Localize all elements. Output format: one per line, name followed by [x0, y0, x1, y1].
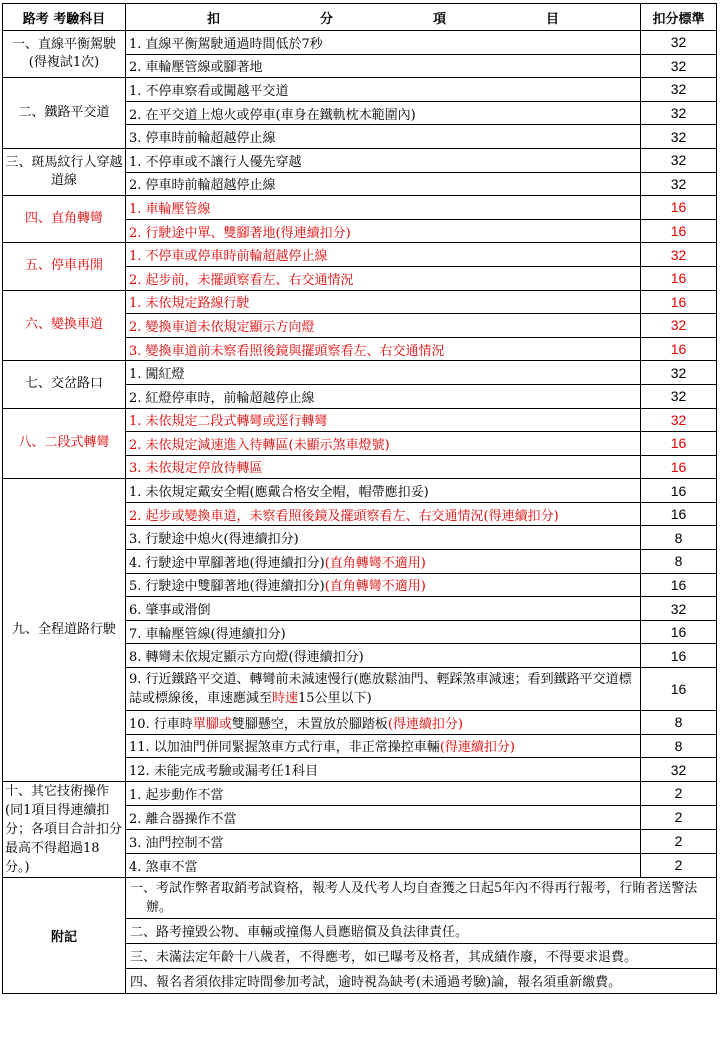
item-text: 1. 闖紅燈: [126, 361, 641, 385]
note-item: 一、考試作弊者取銷考試資格，報考人及代考人均自查獲之日起5年內不得再行報考，行賄者送警法辦。: [126, 877, 717, 918]
section-name: 十、其它技術操作(同1項目得連續扣分；各項目合計扣分最高不得超過18分。): [3, 781, 126, 877]
item-score: 2: [641, 781, 717, 805]
item-text: 7. 車輪壓管線(得連續扣分): [126, 620, 641, 644]
table-row: [3, 781, 717, 805]
item-score: 2: [641, 853, 717, 877]
section-name: 七、交岔路口: [3, 361, 126, 408]
item-text: 2. 停車時前輪超越停止線: [126, 172, 641, 196]
item-text: 1. 不停車或停車時前輪超越停止線: [126, 243, 641, 267]
item-score: 16: [641, 266, 717, 290]
item-text: 1. 未依規定二段式轉彎或逕行轉彎: [126, 408, 641, 432]
item-score: 32: [641, 597, 717, 621]
item-score: 32: [641, 361, 717, 385]
item-text: 3. 變換車道前未察看照後鏡與擺頭察看左、右交通情況: [126, 337, 641, 361]
item-text: 2. 起步前，未擺頭察看左、右交通情況: [126, 266, 641, 290]
table-row: [3, 243, 717, 267]
item-text: 1. 不停車察看或闖越平交道: [126, 78, 641, 102]
item-text: 2. 車輪壓管線或腳著地: [126, 54, 641, 78]
item-text: 2. 變換車道未依規定顯示方向燈: [126, 314, 641, 338]
item-score: 16: [641, 479, 717, 503]
item-score: 32: [641, 408, 717, 432]
item-score: 32: [641, 314, 717, 338]
item-score: 32: [641, 243, 717, 267]
item-score: 16: [641, 455, 717, 479]
note-item: 二、路考撞毀公物、車輛或撞傷人員應賠償及負法律責任。: [126, 918, 717, 943]
header-score: 扣分標準: [641, 4, 717, 31]
section-name: 五、停車再開: [3, 243, 126, 290]
item-text: 3. 未依規定停放待轉區: [126, 455, 641, 479]
item-score: 32: [641, 54, 717, 78]
item-score: 16: [641, 502, 717, 526]
section-name: 四、直角轉彎: [3, 196, 126, 243]
item-text: 1. 直線平衡駕駛通過時間低於7秒: [126, 31, 641, 55]
notes-label: 附記: [3, 877, 126, 993]
deduction-table: [2, 3, 717, 994]
item-score: 32: [641, 172, 717, 196]
section-name: 八、二段式轉彎: [3, 408, 126, 479]
item-score: 16: [641, 573, 717, 597]
section-name: 三、斑馬紋行人穿越道線: [3, 148, 126, 195]
item-text: 2. 未依規定減速進入待轉區(未顯示煞車燈號): [126, 432, 641, 456]
item-text: 8. 轉彎未依規定顯示方向燈(得連續扣分): [126, 644, 641, 668]
item-text: 3. 油門控制不當: [126, 829, 641, 853]
item-text: 2. 起步或變換車道，未察看照後鏡及擺頭察看左、右交通情況(得連續扣分): [126, 502, 641, 526]
item-text: 2. 行駛途中單、雙腳著地(得連續扣分): [126, 219, 641, 243]
table-row: [3, 479, 717, 503]
table-row: [3, 290, 717, 314]
item-score: 16: [641, 432, 717, 456]
item-score: 16: [641, 196, 717, 220]
item-score: 16: [641, 644, 717, 668]
note-item: 四、報名者須依排定時間參加考試，逾時視為缺考(未通過考驗)論，報名須重新繳費。: [126, 968, 717, 993]
item-score: 8: [641, 711, 717, 735]
item-text: 3. 停車時前輪超越停止線: [126, 125, 641, 149]
item-text: 4. 煞車不當: [126, 853, 641, 877]
table-row: [3, 361, 717, 385]
item-score: 32: [641, 384, 717, 408]
item-score: 8: [641, 526, 717, 550]
section-name: 二、鐵路平交道: [3, 78, 126, 149]
note-item: 三、未滿法定年齡十八歲者，不得應考，如已曝考及格者，其成績作廢，不得要求退費。: [126, 943, 717, 968]
item-score: 16: [641, 620, 717, 644]
table-header-row: [3, 4, 717, 31]
item-text: 2. 離合器操作不當: [126, 805, 641, 829]
item-text: 11. 以加油門併同緊握煞車方式行車，非正常操控車輛(得連續扣分): [126, 734, 641, 758]
item-text: 1. 車輪壓管線: [126, 196, 641, 220]
item-score: 16: [641, 290, 717, 314]
item-score: 32: [641, 125, 717, 149]
note-row: [3, 877, 717, 918]
item-score: 16: [641, 219, 717, 243]
item-text: 4. 行駛途中單腳著地(得連續扣分)(直角轉彎不適用): [126, 550, 641, 574]
section-name: 九、全程道路行駛: [3, 479, 126, 782]
header-items: 扣 分 項 目: [126, 4, 641, 31]
item-text: 9. 行近鐵路平交道、轉彎前未減速慢行(應放鬆油門、輕踩煞車減速；看到鐵路平交道標誌或標線後，車速應減至時速15公里以下): [126, 668, 641, 711]
item-text: 5. 行駛途中雙腳著地(得連續扣分)(直角轉彎不適用): [126, 573, 641, 597]
item-text: 3. 行駛途中熄火(得連續扣分): [126, 526, 641, 550]
table-row: [3, 78, 717, 102]
item-text: 12. 未能完成考驗或漏考任1科目: [126, 758, 641, 782]
item-score: 8: [641, 550, 717, 574]
table-row: [3, 31, 717, 55]
item-score: 32: [641, 148, 717, 172]
item-score: 32: [641, 31, 717, 55]
section-name: 六、變換車道: [3, 290, 126, 361]
item-score: 32: [641, 78, 717, 102]
item-text: 1. 未依規定戴安全帽(應戴合格安全帽，帽帶應扣妥): [126, 479, 641, 503]
section-name: 一、直線平衡駕駛(得複試1次): [3, 31, 126, 78]
item-text: 2. 紅燈停車時，前輪超越停止線: [126, 384, 641, 408]
header-category: 路考 考驗科目: [3, 4, 126, 31]
item-text: 1. 起步動作不當: [126, 781, 641, 805]
item-text: 6. 肇事或滑倒: [126, 597, 641, 621]
item-score: 8: [641, 734, 717, 758]
item-score: 16: [641, 337, 717, 361]
item-score: 16: [641, 668, 717, 711]
item-text: 10. 行車時單腳或雙腳懸空，未置放於腳踏板(得連續扣分): [126, 711, 641, 735]
item-text: 1. 不停車或不讓行人優先穿越: [126, 148, 641, 172]
table-row: [3, 408, 717, 432]
item-score: 2: [641, 805, 717, 829]
item-score: 32: [641, 758, 717, 782]
item-score: 32: [641, 101, 717, 125]
table-row: [3, 148, 717, 172]
item-text: 1. 未依規定路線行駛: [126, 290, 641, 314]
item-text: 2. 在平交道上熄火或停車(車身在鐵軌枕木範圍內): [126, 101, 641, 125]
item-score: 2: [641, 829, 717, 853]
table-row: [3, 196, 717, 220]
